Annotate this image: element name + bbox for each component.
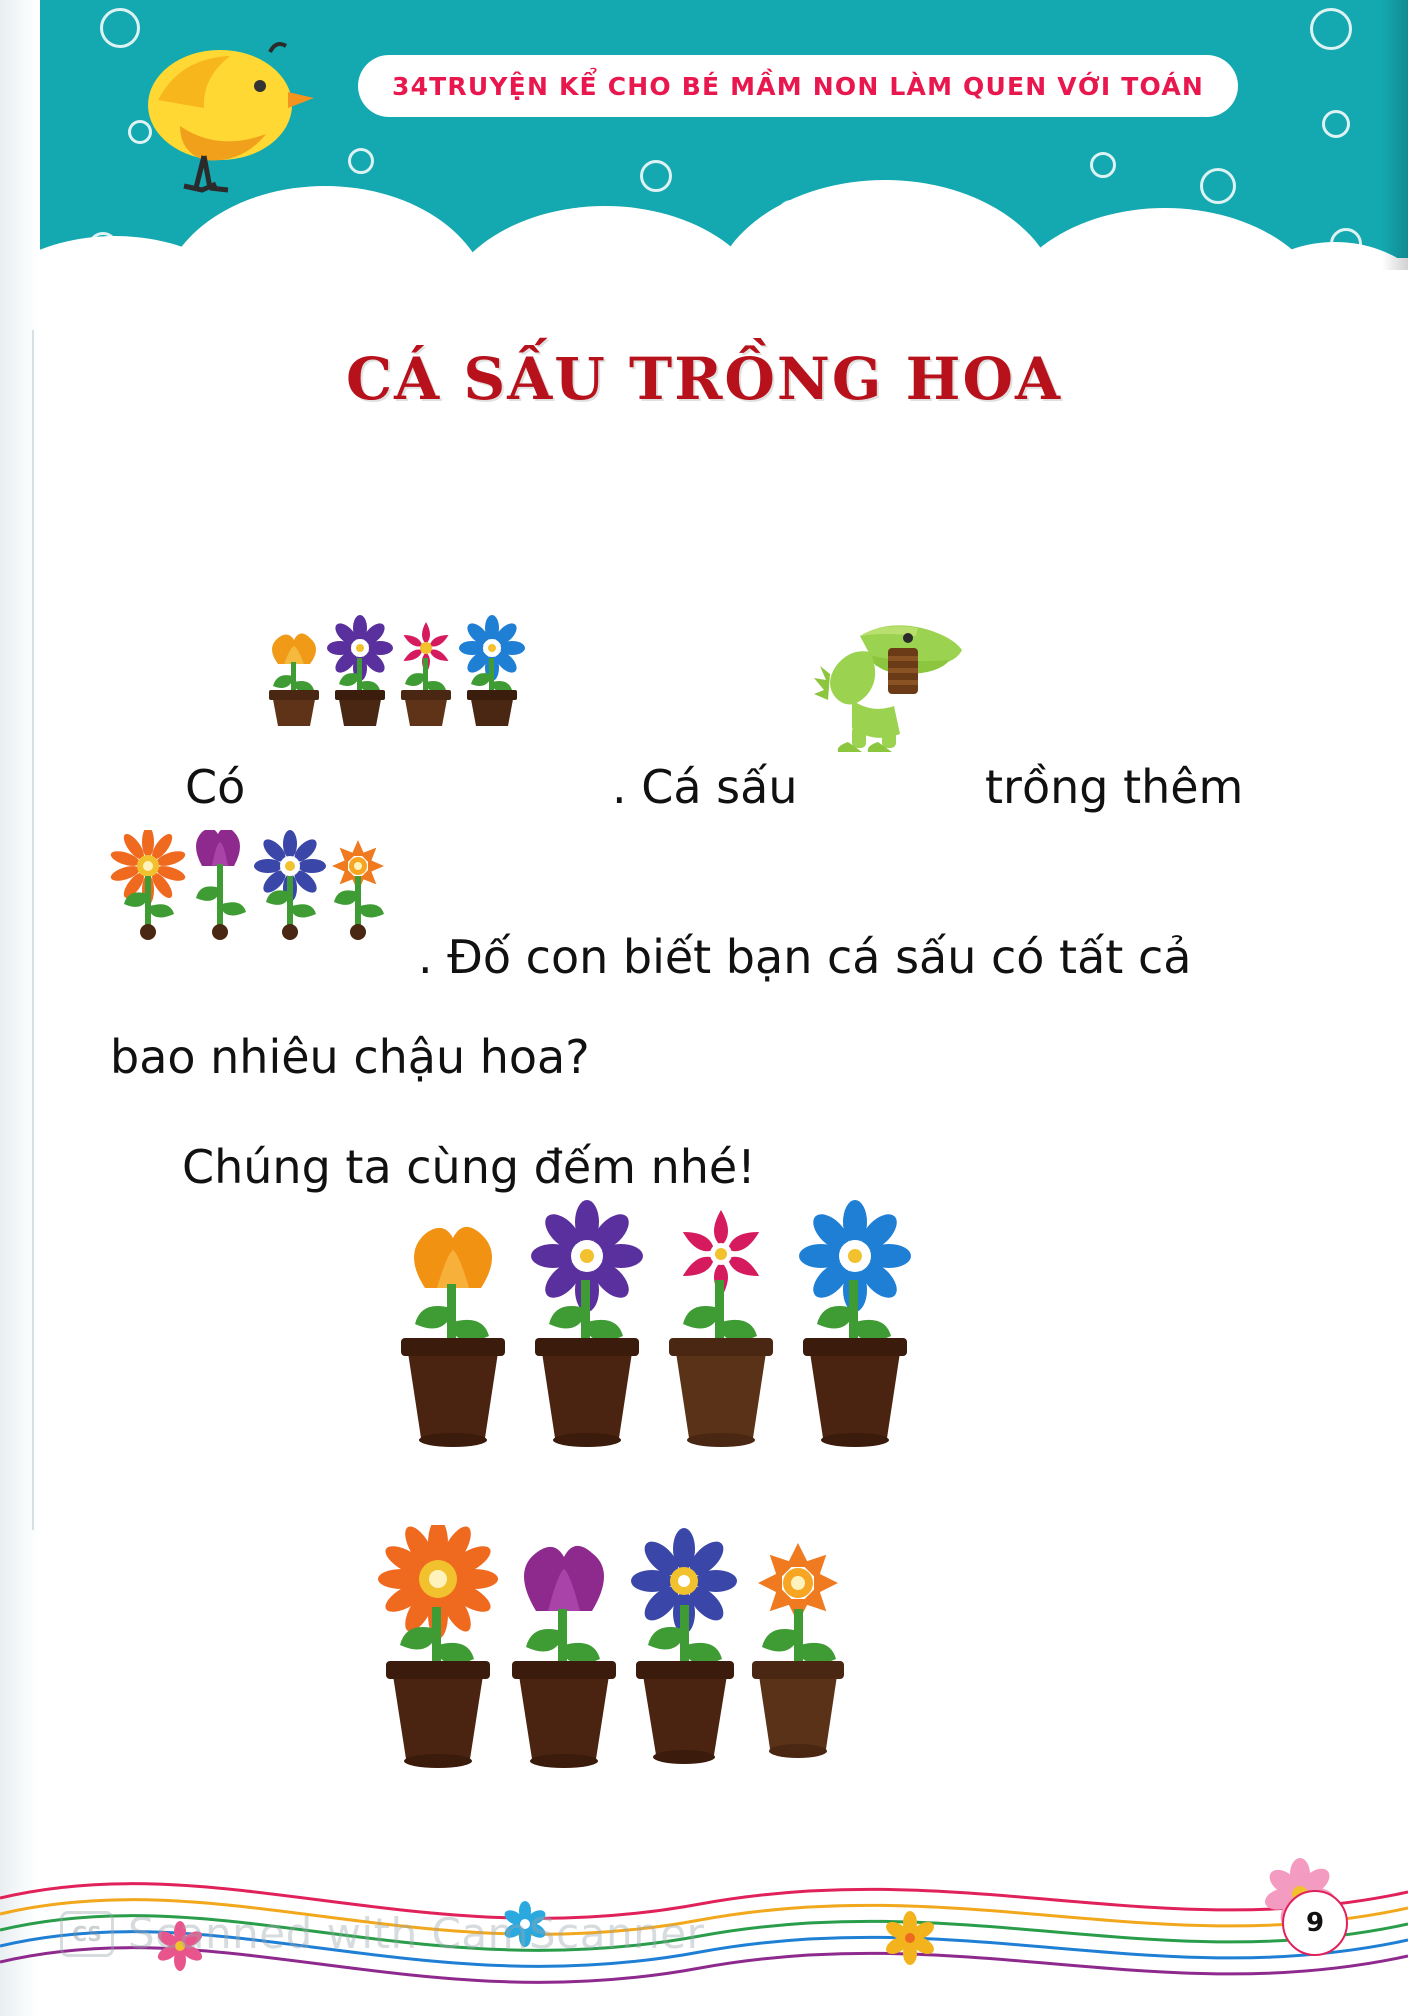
book-spine-line bbox=[32, 330, 34, 1530]
scanner-watermark bbox=[60, 1909, 704, 1958]
story-text-question-2: bao nhiêu chậu hoa? bbox=[110, 1030, 590, 1084]
page-corner-shadow bbox=[1382, 0, 1408, 270]
crocodile-icon bbox=[790, 608, 975, 753]
book-spine bbox=[0, 0, 40, 2016]
story-text-plants-more: trồng thêm bbox=[985, 760, 1244, 814]
page-title: CÁ SẤU TRỒNG HOA bbox=[346, 345, 1062, 413]
yellow-bird-icon bbox=[120, 30, 320, 200]
small-flower-row bbox=[110, 830, 400, 970]
bubble-decoration-icon bbox=[1310, 8, 1352, 50]
bubble-decoration-icon bbox=[1322, 110, 1350, 138]
story-text-lets-count: Chúng ta cùng đếm nhé! bbox=[182, 1140, 756, 1194]
watermark-text: Scanned with CamScanner bbox=[128, 1909, 705, 1958]
banner-title-pill bbox=[358, 55, 1238, 117]
story-text-crocodile: . Cá sấu bbox=[612, 760, 798, 814]
banner-title-text: 34TRUYỆN KỂ CHO BÉ MẦM NON LÀM QUEN VỚI TOÁN bbox=[391, 71, 1205, 101]
page-number: 9 bbox=[1282, 1890, 1348, 1956]
story-text-have: Có bbox=[185, 760, 246, 814]
small-flower-pot-row bbox=[250, 612, 550, 772]
story-text-question: . Đố con biết bạn cá sấu có tất cả bbox=[418, 930, 1192, 984]
camscanner-logo-icon: CS bbox=[60, 1911, 114, 1957]
big-flower-pot-row-2 bbox=[370, 1525, 970, 1825]
big-flower-pot-row-1 bbox=[385, 1200, 985, 1500]
